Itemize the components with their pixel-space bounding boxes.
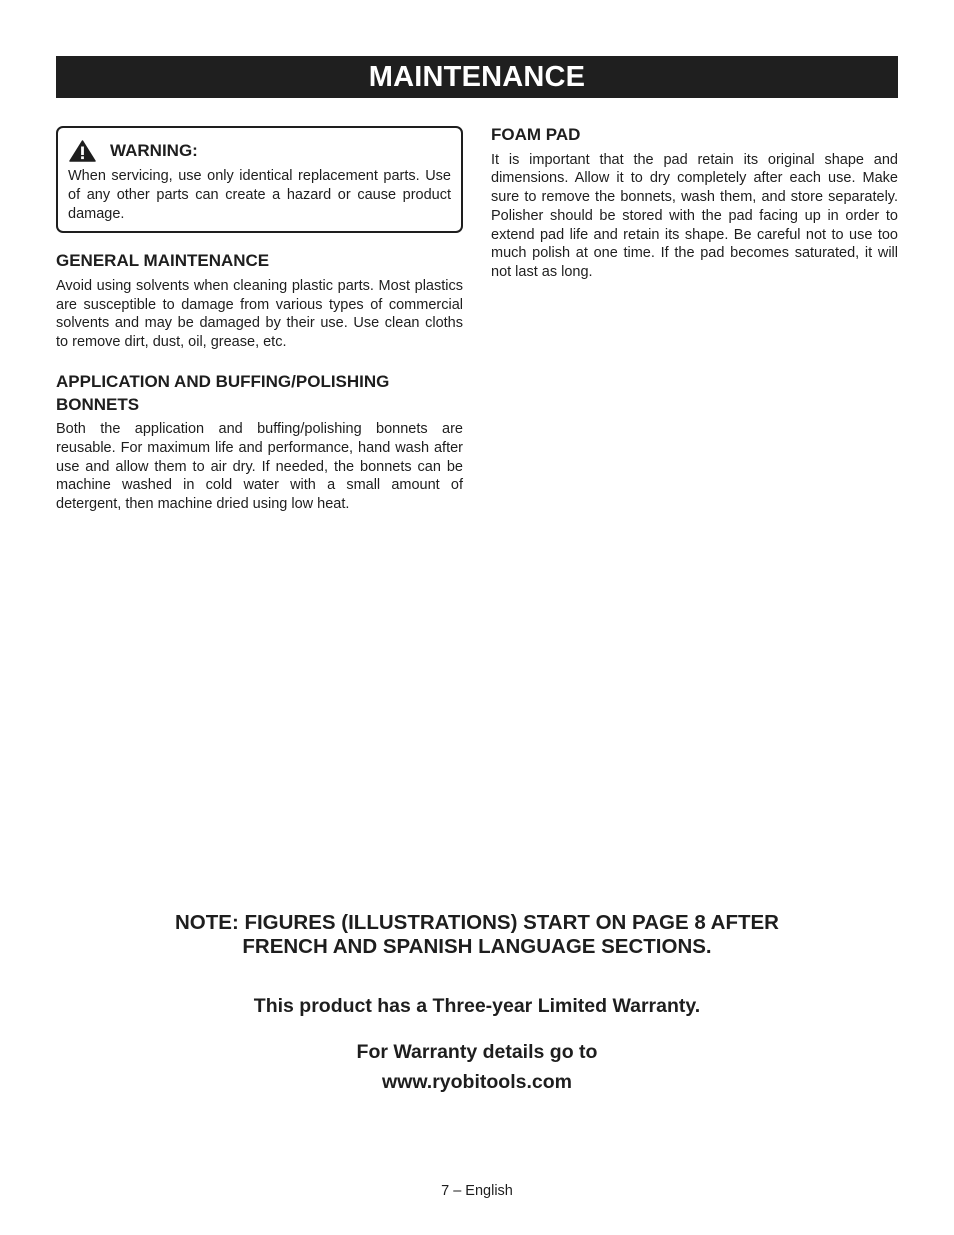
warning-text: When servicing, use only identical replacement parts. Use of any other parts can create a hazard or cause product damage. — [68, 168, 451, 222]
page-footer: 7 – English — [441, 1183, 513, 1199]
warning-header — [68, 138, 451, 164]
foam-pad-section — [491, 124, 898, 282]
page-title-banner — [56, 56, 898, 98]
warning-triangle-icon — [69, 140, 96, 162]
figures-note — [0, 911, 954, 959]
general-maintenance-text: Avoid using solvents when cleaning plastic parts. Most plastics are susceptible to damage from various types of commercial solvents and may be damaged by their use. Use clean cloths to remove dirt, dust, oil, grease, etc. — [56, 277, 463, 351]
warranty-url[interactable]: www.ryobitools.com — [382, 1071, 572, 1093]
warranty-details — [0, 1037, 954, 1097]
bonnets-section — [56, 371, 463, 514]
warranty-statement: This product has a Three-year Limited Warranty. — [253, 995, 701, 1017]
warning-box — [56, 126, 463, 233]
warranty-details-line: For Warranty details go to — [356, 1041, 598, 1063]
general-maintenance-section — [56, 250, 463, 352]
foam-pad-heading: FOAM PAD — [491, 125, 581, 144]
figures-note-line-1: NOTE: FIGURES (ILLUSTRATIONS) START ON PAGE 8 AFTER — [175, 911, 779, 934]
foam-pad-text: It is important that the pad retain its original shape and dimensions. Allow it to dry completely after each use. Make sure to remove the bonnets, wash them, and store separately. Polisher should be stored with the pad facing up in order to extend pad life and retain its shape. Be careful not to use too much polish at one time. If the pad becomes saturated, it will not last as long. — [491, 151, 898, 281]
figures-note-line-2: FRENCH AND SPANISH LANGUAGE SECTIONS. — [242, 935, 712, 958]
warning-title: WARNING: — [110, 141, 198, 160]
bonnets-heading: APPLICATION AND BUFFING/POLISHING BONNETS — [56, 372, 390, 414]
page-title: MAINTENANCE — [368, 60, 586, 93]
bonnets-text: Both the application and buffing/polishing bonnets are reusable. For maximum life and performance, hand wash after use and allow them to air dry. If needed, the bonnets can be machine washed in cold water with a small amount of detergent, then machine dried using low heat. — [56, 421, 463, 513]
left-column — [56, 126, 463, 533]
general-maintenance-heading: GENERAL MAINTENANCE — [56, 251, 270, 271]
right-column — [491, 124, 898, 301]
